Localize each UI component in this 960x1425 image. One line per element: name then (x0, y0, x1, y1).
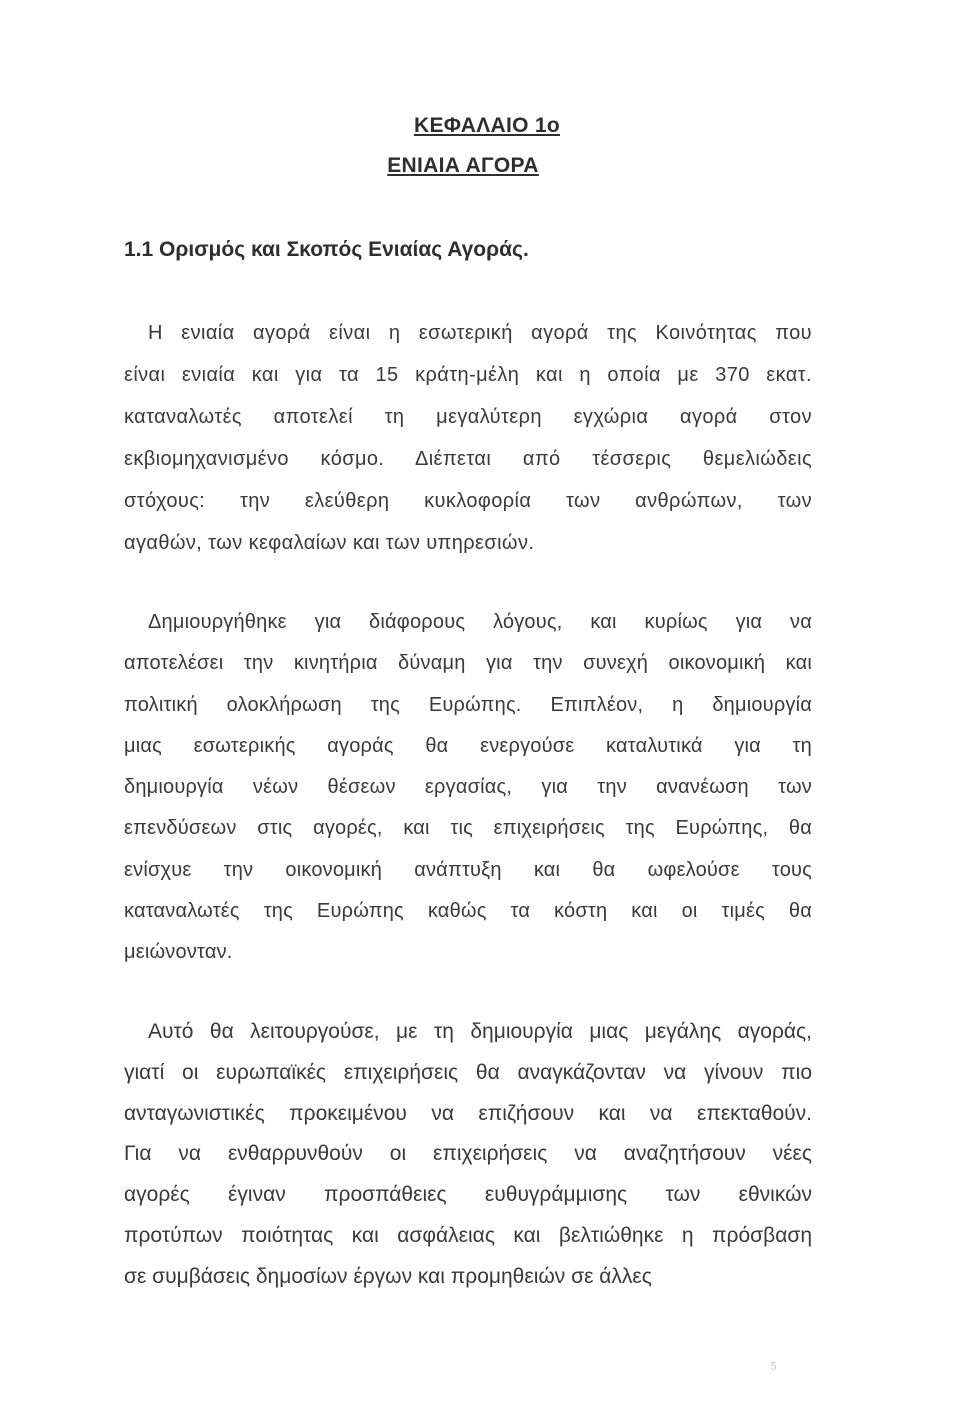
chapter-title: ΕΝΙΑΙΑ ΑΓΟΡΑ (387, 154, 539, 177)
paragraph-line: Δημιουργήθηκε για διάφορους λόγους, και κυρίως για να (148, 611, 812, 633)
paragraph-line: δημιουργία νέων θέσεων εργασίας, για την ανανέωση των (124, 776, 812, 799)
paragraph-line: γιατί οι ευρωπαϊκές επιχειρήσεις θα αναγκάζονταν να γίνουν πιο (124, 1060, 812, 1084)
paragraph-line: είναι ενιαία και για τα 15 κράτη-μέλη και η οποία με 370 εκατ. (124, 364, 812, 386)
paragraph-line: σε συμβάσεις δημοσίων έργων και προμηθειών σε άλλες (124, 1264, 652, 1288)
paragraph-line: αγορές έγιναν προσπάθειες ευθυγράμμισης των εθνικών (124, 1183, 812, 1207)
paragraph-line: Για να ενθαρρυνθούν οι επιχειρήσεις να αναζητήσουν νέες (124, 1142, 812, 1166)
paragraph-line: Αυτό θα λειτουργούσε, με τη δημιουργία μιας μεγάλης αγοράς, (148, 1020, 812, 1043)
paragraph-line: επενδύσεων στις αγορές, και τις επιχειρήσεις της Ευρώπης, θα (124, 817, 812, 840)
paragraph-line: προτύπων ποιότητας και ασφάλειας και βελτιώθηκε η πρόσβαση (124, 1223, 812, 1247)
paragraph-3 (124, 1012, 812, 1298)
page-number: 5 (770, 1360, 777, 1373)
paragraph-line: αγαθών, των κεφαλαίων και των υπηρεσιών. (124, 532, 535, 554)
paragraph-line: καταναλωτές αποτελεί τη μεγαλύτερη εγχώρια αγορά στον (124, 406, 812, 428)
paragraph-line: μιας εσωτερικής αγοράς θα ενεργούσε καταλυτικά για τη (124, 734, 812, 757)
paragraph-line: Η ενιαία αγορά είναι η εσωτερική αγορά της Κοινότητας που (148, 322, 812, 344)
paragraph-line: εκβιομηχανισμένο κόσμο. Διέπεται από τέσσερις θεμελιώδεις (124, 448, 812, 470)
paragraph-2 (124, 602, 812, 974)
paragraph-line: στόχους: την ελεύθερη κυκλοφορία των ανθρώπων, των (124, 490, 812, 512)
paragraph-line: μειώνονταν. (124, 941, 233, 964)
paragraph-line: ενίσχυε την οικονομική ανάπτυξη και θα ωφελούσε τους (124, 858, 812, 881)
paragraph-line: καταναλωτές της Ευρώπης καθώς τα κόστη και οι τιμές θα (124, 900, 812, 923)
paragraph-1 (124, 312, 812, 564)
chapter-number: ΚΕΦΑΛΑΙΟ 1ο (414, 114, 560, 137)
section-heading: 1.1 Ορισμός και Σκοπός Ενιαίας Αγοράς. (124, 238, 529, 261)
paragraph-line: ανταγωνιστικές προκειμένου να επιζήσουν και να επεκταθούν. (124, 1101, 812, 1125)
paragraph-line: πολιτική ολοκλήρωση της Ευρώπης. Επιπλέον, η δημιουργία (124, 693, 812, 716)
paragraph-line: αποτελέσει την κινητήρια δύναμη για την συνεχή οικονομική και (124, 652, 812, 675)
